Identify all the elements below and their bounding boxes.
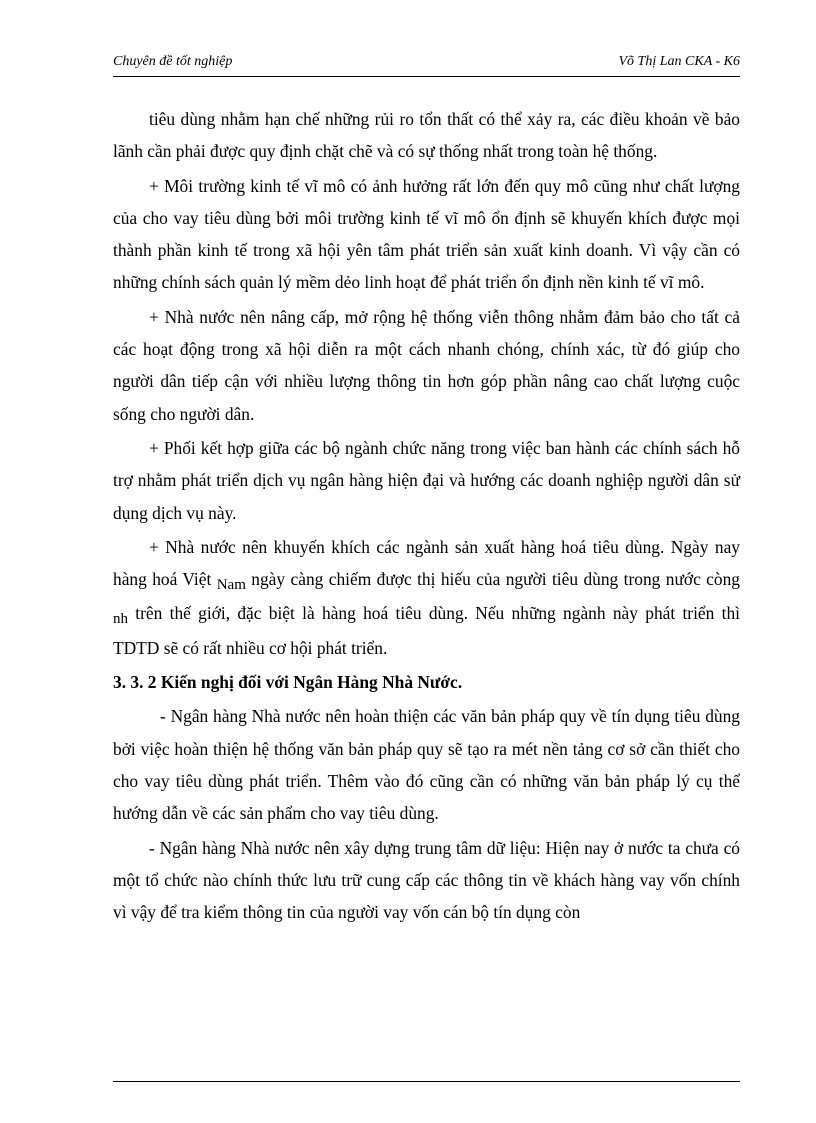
paragraph-7: - Ngân hàng Nhà nước nên xây dựng trung tâm dữ liệu: Hiện nay ở nước ta chưa có một tổ chức nào chính thức lưu trữ cung cấp các thông tin về khách hàng vay vốn chính vì vậy để tra kiểm thông tin của người vay vốn cán bộ tín dụng còn: [113, 837, 740, 923]
paragraph-6: - Ngân hàng Nhà nước nên hoàn thiện các văn bản pháp quy về tín dụng tiêu dùng bởi việc hoàn thiện hệ thống văn bản pháp quy sẽ tạo ra mét nền tảng cơ sở cần thiết cho cho vay tiêu dùng phát triển. Thêm vào đó cũng cần có những văn bản pháp lý cụ thể hướng dẫn về các sản phẩm cho vay tiêu dùng.: [113, 706, 740, 824]
footer-rule: [113, 1081, 740, 1082]
header-doc-title: Chuyên đề tốt nghiệp: [113, 54, 233, 69]
paragraph-5-part-c: ngày càng chiếm được thị hiếu của người tiêu dùng trong nước còng: [245, 569, 740, 590]
page-header: [113, 52, 740, 77]
paragraph-5: [113, 531, 740, 664]
paragraph-5-part-d: nh: [113, 611, 128, 628]
paragraph-5-part-e: trên thế giới, đặc biệt là hàng hoá tiêu dùng. Nếu những ngành này phát triển thì TDTD sẽ có rất nhiều cơ hội phát triển.: [113, 603, 740, 658]
paragraph-1: tiêu dùng nhằm hạn chế những rủi ro tổn thất có thể xảy ra, các điều khoản về bảo lãnh cần phải được quy định chặt chẽ và có sự thống nhất trong toàn hệ thống.: [113, 109, 740, 162]
paragraph-3: + Nhà nước nên nâng cấp, mở rộng hệ thống viễn thông nhằm đảm bảo cho tất cả các hoạt động trong xã hội diễn ra một cách nhanh chóng, chính xác, từ đó giúp cho người dân tiếp cận với nhiều lượng thông tin hơn góp phần nâng cao chất lượng cuộc sống cho người dân.: [113, 306, 740, 424]
paragraph-4: + Phối kết hợp giữa các bộ ngành chức năng trong việc ban hành các chính sách hỗ trợ nhằm phát triển dịch vụ ngân hàng hiện đại và hướng các doanh nghiệp người dân sử dụng dịch vụ này.: [113, 437, 740, 523]
section-heading: 3. 3. 2 Kiến nghị đối với Ngân Hàng Nhà Nước.: [113, 672, 463, 693]
header-author: Võ Thị Lan CKA - K6: [618, 54, 740, 69]
paragraph-5-part-b: Nam: [216, 577, 246, 594]
paragraph-2: + Môi trường kinh tế vĩ mô có ảnh hưởng rất lớn đến quy mô cũng như chất lượng của cho vay tiêu dùng bởi môi trường kinh tế vĩ mô ổn định sẽ khuyến khích được mọi thành phần kinh tế trong xã hội yên tâm phát triển sản xuất kinh doanh. Vì vậy cần có những chính sách quản lý mềm dẻo linh hoạt để phát triển ổn định nền kinh tế vĩ mô.: [113, 175, 740, 293]
paragraph-5-part-a: + Nhà nước nên khuyến khích các ngành sản xuất hàng hoá tiêu dùng. Ngày nay hàng hoá Việt: [113, 536, 740, 590]
page-body: [113, 103, 740, 930]
